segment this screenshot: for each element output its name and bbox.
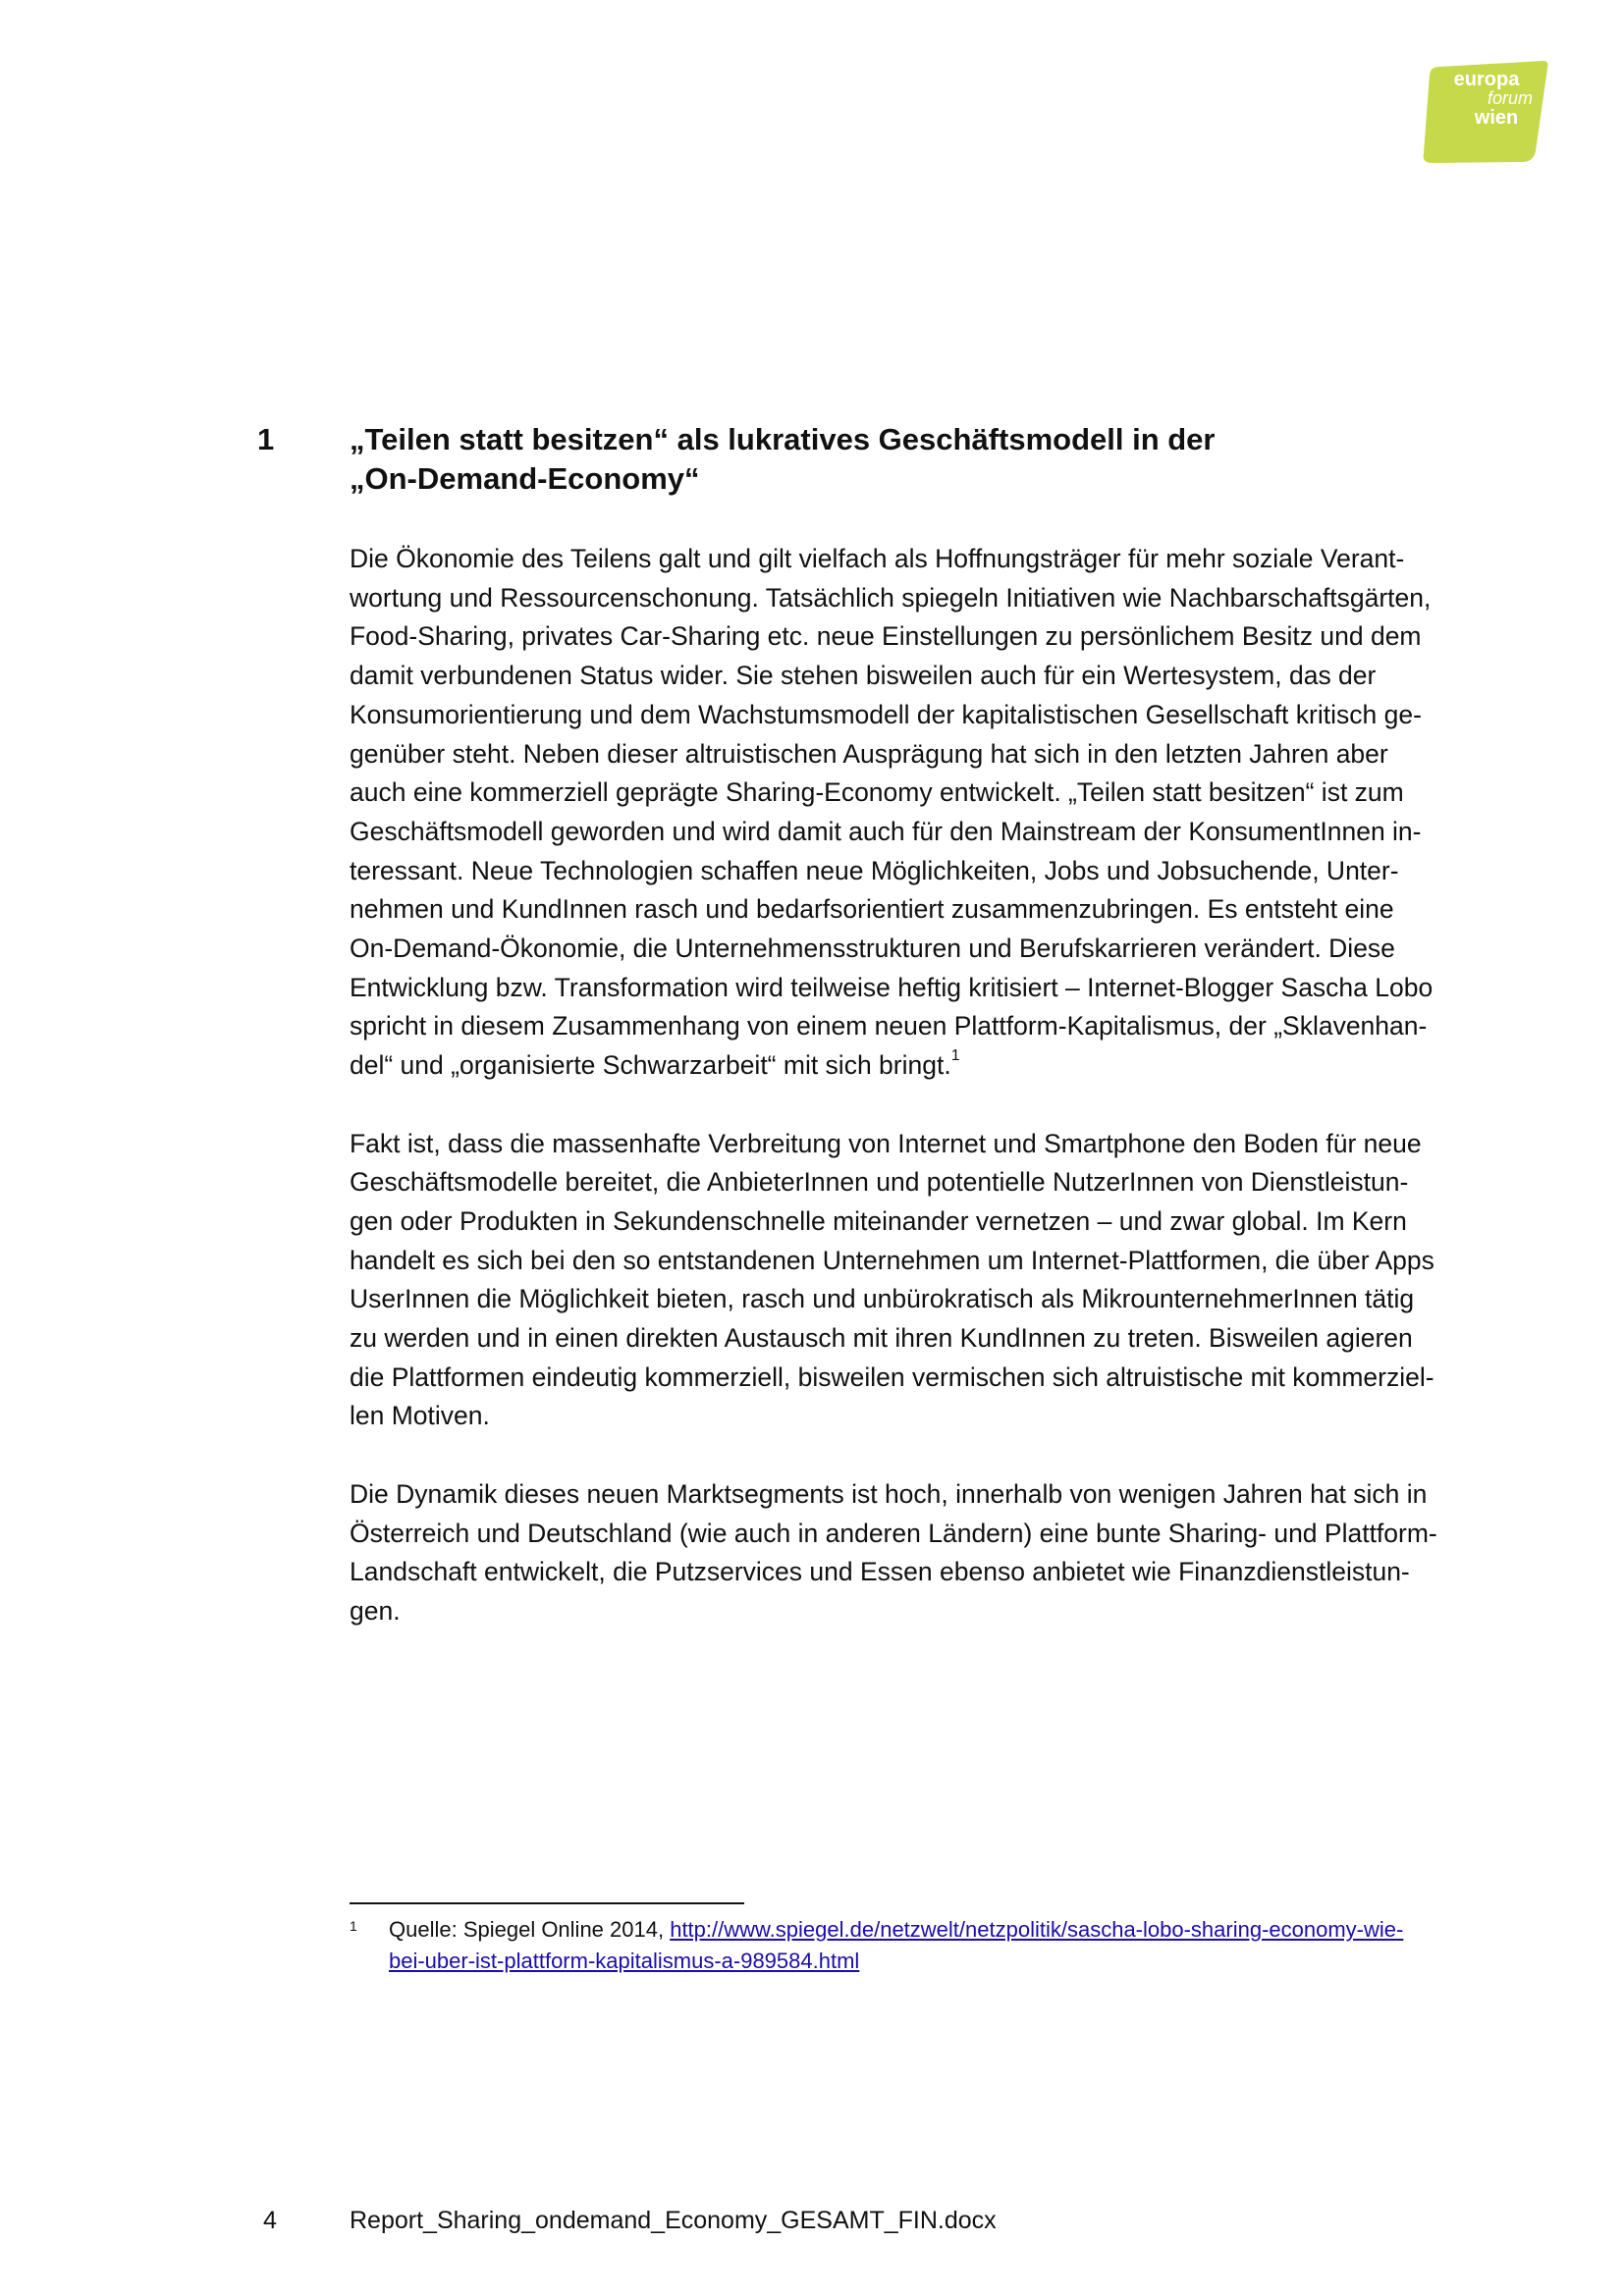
text-line: On-Demand-Ökonomie, die Unternehmensstrukturen und Berufskarrieren verändert. Diese <box>350 934 1395 964</box>
footnote-reference[interactable]: 1 <box>950 1047 960 1065</box>
text-line: gen. <box>350 1595 401 1626</box>
text-line-with-footnote <box>350 1046 1547 1086</box>
text-line: handelt es sich bei den so entstandenen Unternehmen um Internet-Plattformen, die über Apps <box>350 1245 1434 1275</box>
section-number: 1 <box>257 422 275 456</box>
text-line: genüber steht. Neben dieser altruistischen Ausprägung hat sich in den letzten Jahren aber <box>350 738 1388 769</box>
logo-text-europa: europa <box>1453 69 1520 90</box>
section-heading <box>350 420 1331 499</box>
footnote-body <box>389 1914 1547 1977</box>
text-line: Fakt ist, dass die massenhafte Verbreitung von Internet und Smartphone den Boden für neue <box>350 1128 1422 1158</box>
footnote-link-continued[interactable]: bei-uber-ist-plattform-kapitalismus-a-989584.html <box>389 1949 860 1973</box>
footnote-source: Quelle: Spiegel Online 2014, <box>389 1917 671 1942</box>
page-number: 4 <box>263 2207 277 2234</box>
text-line: UserInnen die Möglichkeit bieten, rasch und unbürokratisch als MikrounternehmerInnen tätig <box>350 1284 1415 1314</box>
text-line: del“ und „organisierte Schwarzarbeit“ mit sich bringt. <box>350 1050 951 1081</box>
paragraph-3 <box>350 1475 1547 1631</box>
footnote-mark: 1 <box>350 1918 357 1934</box>
text-line: wortung und Ressourcenschonung. Tatsächlich spiegeln Initiativen wie Nachbarschaftsgärten, <box>350 582 1432 613</box>
logo-text-wien: wien <box>1474 107 1519 129</box>
text-line: Konsumorientierung und dem Wachstumsmodell der kapitalistischen Gesellschaft kritisch ge- <box>350 699 1422 729</box>
text-line: Die Dynamik dieses neuen Marktsegments ist hoch, innerhalb von wenigen Jahren hat sich in <box>350 1478 1428 1509</box>
text-line: nehmen und KundInnen rasch und bedarfsorientiert zusammenzubringen. Es entsteht eine <box>350 894 1394 925</box>
paragraph-1 <box>350 540 1547 1086</box>
heading-line-1: „Teilen statt besitzen“ als lukratives Geschäftsmodell in der <box>350 422 1216 456</box>
text-line: Landschaft entwickelt, die Putzservices und Essen ebenso anbietet wie Finanzdienstleistun- <box>350 1557 1410 1587</box>
footnote-link[interactable]: http://www.spiegel.de/netzwelt/netzpolitik/sascha-lobo-sharing-economy-wie- <box>670 1917 1404 1942</box>
text-line: Food-Sharing, privates Car-Sharing etc. neue Einstellungen zu persönlichem Besitz und dem <box>350 621 1422 652</box>
text-line: spricht in diesem Zusammenhang von einem neuen Plattform-Kapitalismus, der „Sklavenhan- <box>350 1011 1428 1041</box>
text-line: Die Ökonomie des Teilens galt und gilt vielfach als Hoffnungsträger für mehr soziale Verant- <box>350 544 1405 573</box>
text-line: len Motiven. <box>350 1401 490 1431</box>
logo-text-forum: forum <box>1487 88 1534 108</box>
heading-line-2: „On-Demand-Economy“ <box>350 461 700 496</box>
footer-filename: Report_Sharing_ondemand_Economy_GESAMT_FIN.docx <box>350 2207 997 2234</box>
footnote-line-1 <box>389 1914 1547 1946</box>
text-line: die Plattformen eindeutig kommerziell, bisweilen vermischen sich altruistische mit kommerziel- <box>350 1362 1434 1392</box>
logo-shape <box>1422 61 1549 163</box>
text-line: gen oder Produkten in Sekundenschnelle miteinander vernetzen – und zwar global. Im Kern <box>350 1205 1407 1236</box>
text-line: damit verbundenen Status wider. Sie stehen bisweilen auch für ein Wertesystem, das der <box>350 661 1377 691</box>
paragraph-2 <box>350 1125 1547 1437</box>
text-line: teressant. Neue Technologien schaffen neue Möglichkeiten, Jobs und Jobsuchende, Unter- <box>350 855 1399 885</box>
text-line: zu werden und in einen direkten Austausch mit ihren KundInnen zu treten. Bisweilen agieren <box>350 1323 1413 1354</box>
text-line: Entwicklung bzw. Transformation wird teilweise heftig kritisiert – Internet-Blogger Sascha Lobo <box>350 972 1434 1002</box>
body-text <box>350 540 1547 1670</box>
text-line: Geschäftsmodell geworden und wird damit auch für den Mainstream der KonsumentInnen in- <box>350 816 1422 846</box>
footnote-separator <box>350 1902 744 1904</box>
europaforum-wien-logo <box>1422 61 1549 163</box>
text-line: Geschäftsmodelle bereitet, die AnbieterInnen und potentielle NutzerInnen von Dienstleistun- <box>350 1167 1409 1198</box>
text-line: Österreich und Deutschland (wie auch in anderen Ländern) eine bunte Sharing- und Plattform- <box>350 1518 1437 1548</box>
text-line: auch eine kommerziell geprägte Sharing-Economy entwickelt. „Teilen statt besitzen“ ist zum <box>350 777 1404 808</box>
footnote-line-2 <box>389 1946 1547 1977</box>
